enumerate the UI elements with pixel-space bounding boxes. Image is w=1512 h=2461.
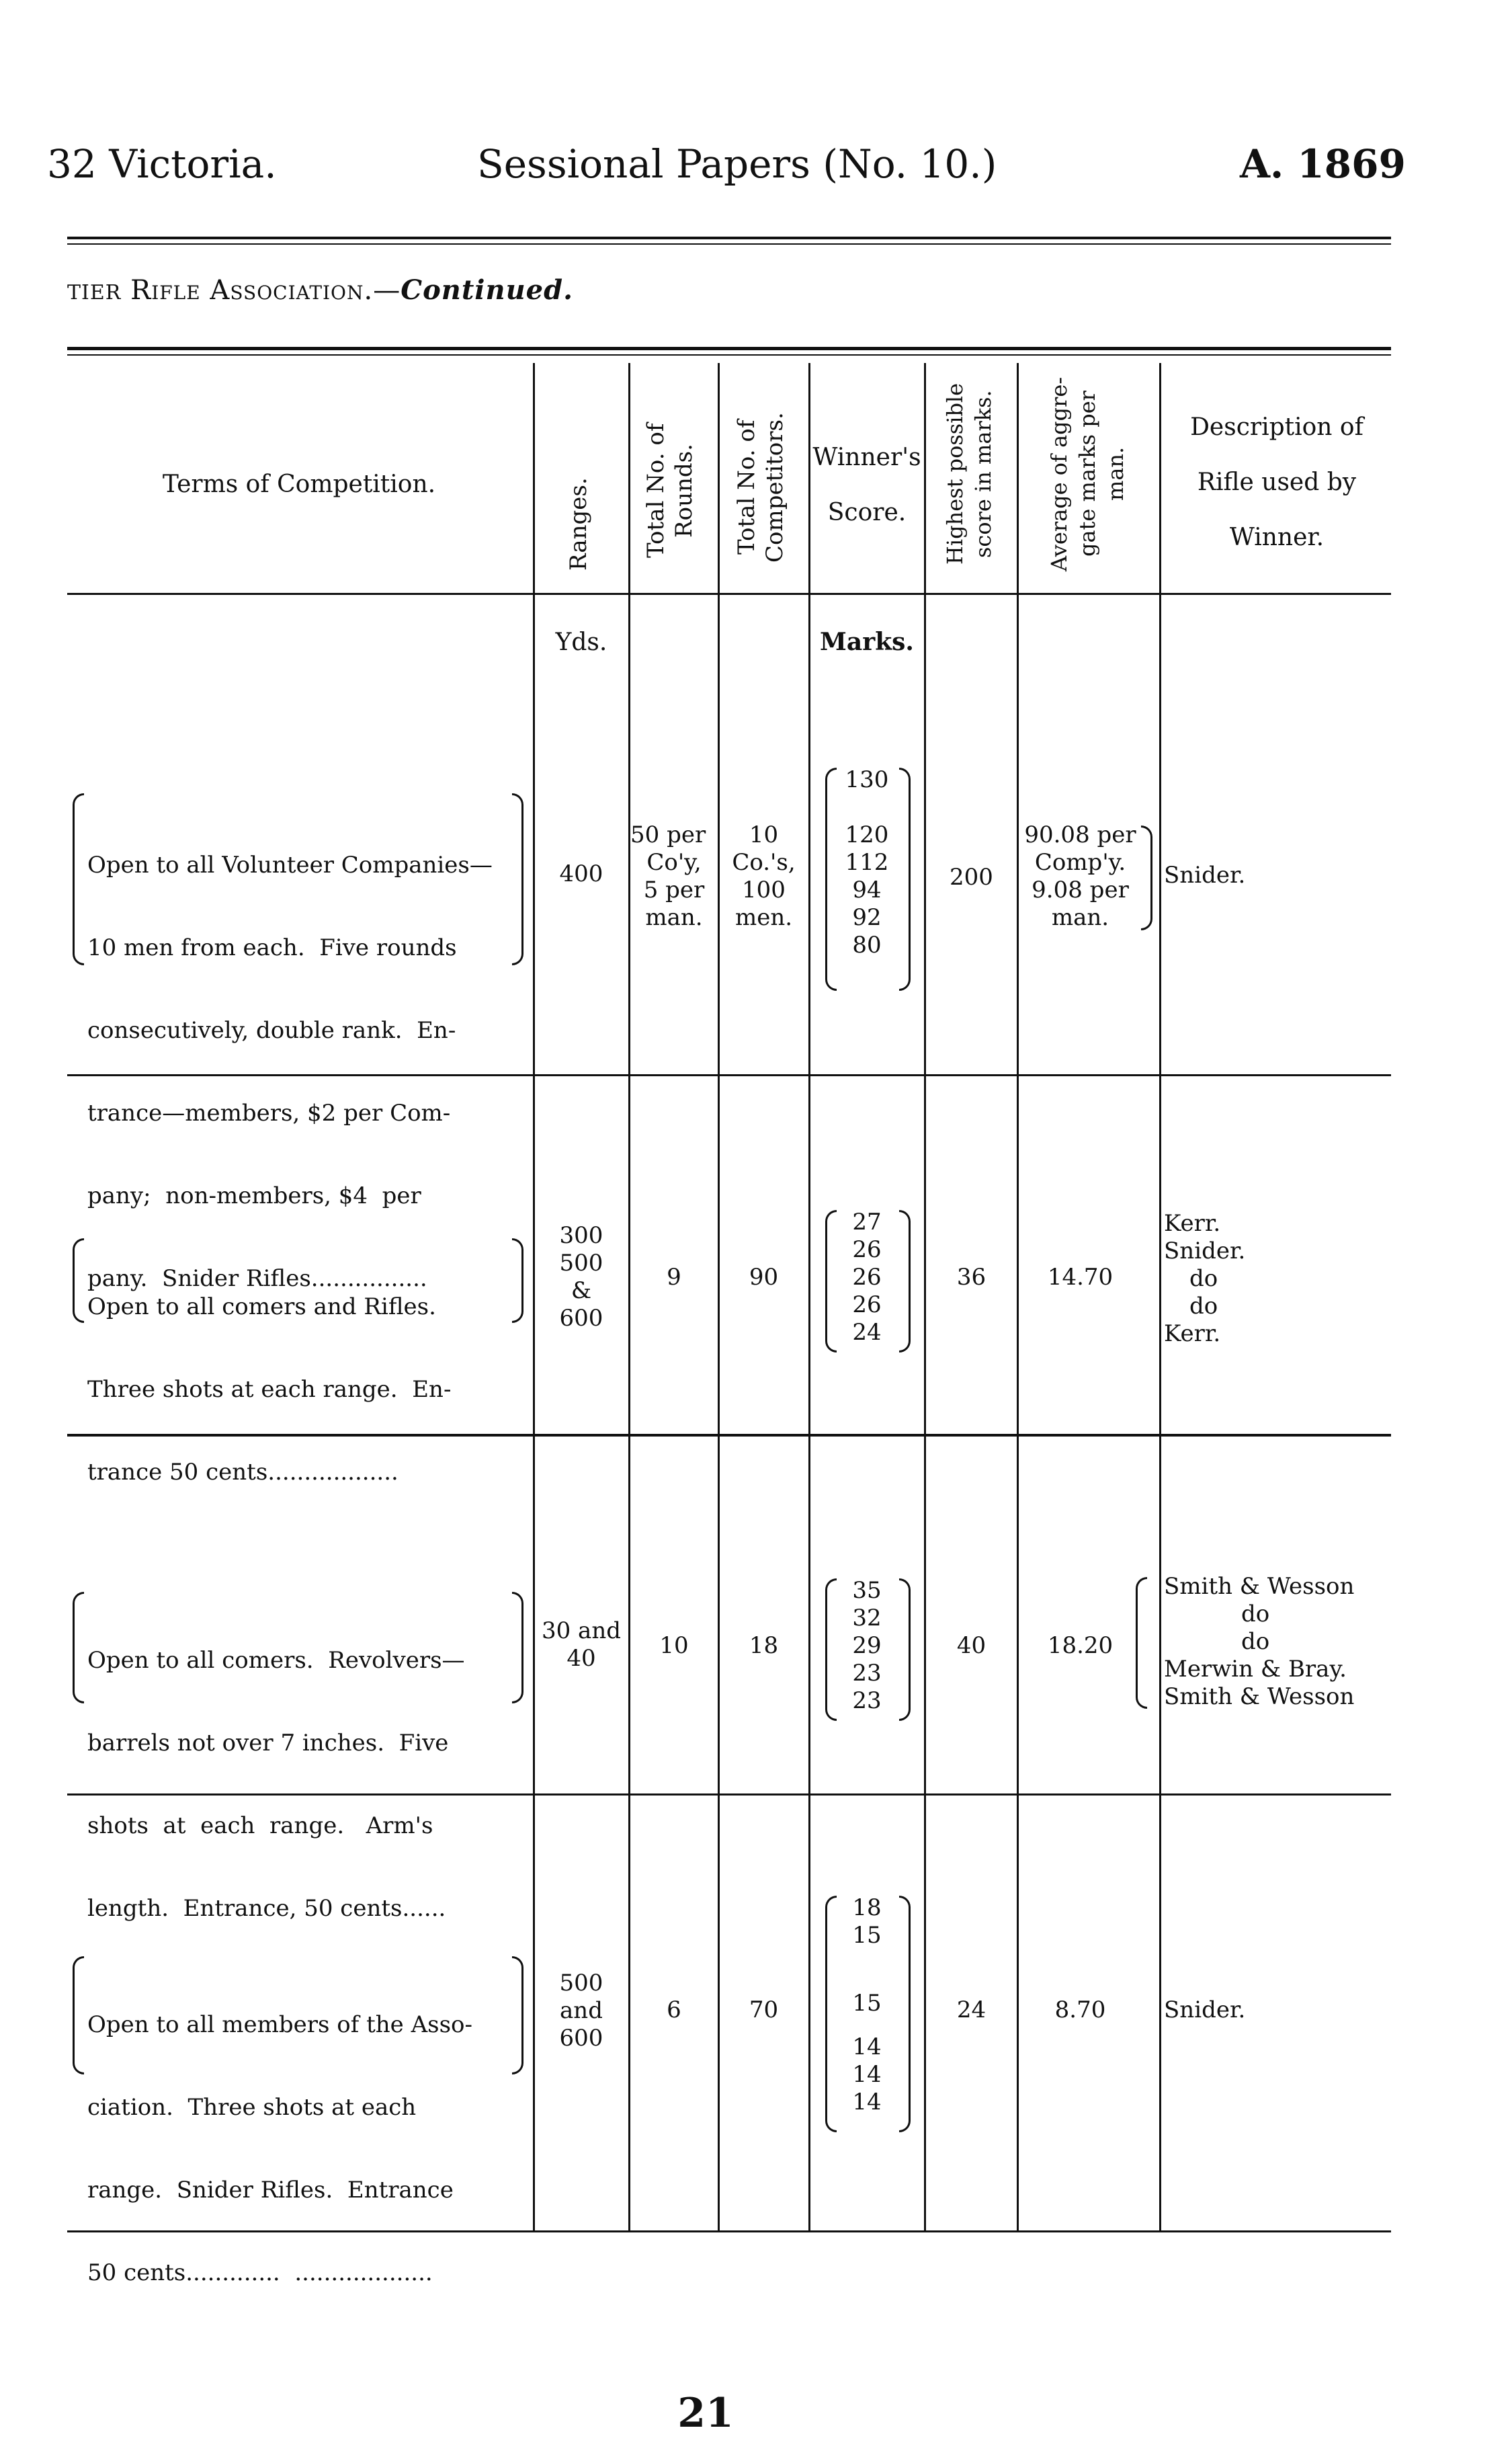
row1-scores [837, 766, 897, 959]
row3-average: 18.20 [1047, 1632, 1114, 1659]
row4-ranges-line: 500 [559, 1970, 603, 1996]
row4-terms-line: range. Snider Rifles. Entrance [87, 2177, 454, 2204]
col-line-3 [718, 363, 720, 2232]
col-header-average-3: man. [1103, 446, 1128, 501]
row3-terms-line: length. Entrance, 50 cents...... [87, 1895, 446, 1922]
row4-terms-line: ciation. Three shots at each [87, 2094, 417, 2121]
row4-terms-line: 50 cents............. ................... [87, 2259, 433, 2286]
row1-terms-line: pany. Snider Rifles................ [87, 1265, 427, 1292]
score-value: 130 [845, 766, 889, 793]
unit-ranges: Yds. [555, 629, 607, 656]
row3-terms-line: barrels not over 7 inches. Five [87, 1730, 449, 1757]
row2-rifle-line: Kerr. [1164, 1210, 1221, 1237]
row1-average-brace [1141, 825, 1152, 930]
col-header-highest-1: Highest possible [942, 382, 968, 565]
row2-ranges-line: 500 [559, 1250, 603, 1277]
row4-rifle: Snider. [1164, 1996, 1246, 2023]
row4-ranges-line: 600 [559, 2025, 603, 2052]
row3-ranges-line: 30 and [541, 1617, 621, 1644]
score-value: 15 [852, 1990, 882, 2017]
col-header-highest [941, 366, 1001, 581]
row1-average [1018, 821, 1142, 932]
row1-terms-line: pany; non-members, $4 per [87, 1182, 421, 1209]
row1-terms-line: trance—members, $2 per Com- [87, 1100, 451, 1127]
col-header-rifle-2: Rifle used by [1197, 469, 1357, 496]
row1-average-line: man. [1051, 904, 1109, 931]
row1-terms-line: Open to all Volunteer Companies— [87, 852, 493, 879]
col-header-rifle [1163, 400, 1391, 565]
row4-terms-brace-right [512, 1956, 523, 2074]
col-header-rounds [642, 403, 702, 578]
row3-rifle-line: do [1241, 1628, 1270, 1655]
row2-ranges-line: 300 [559, 1222, 603, 1249]
col-header-competitors-2: Competitors. [761, 412, 788, 563]
row3-terms [87, 1592, 504, 1950]
row2-ranges-line: 600 [559, 1305, 603, 1332]
row2-scores [837, 1209, 897, 1346]
row1-terms-brace-left [73, 793, 84, 965]
row4-ranges-line: and [560, 1997, 603, 2024]
row2-highest: 36 [956, 1264, 986, 1291]
row3-rifle-line: do [1241, 1601, 1270, 1627]
score-value: 92 [852, 904, 882, 931]
score-value: 80 [852, 932, 882, 959]
row2-rifle-line: do [1189, 1265, 1218, 1292]
row2-rifle-line: do [1189, 1293, 1218, 1320]
score-value: 23 [852, 1660, 882, 1687]
row3-terms-brace-left [73, 1592, 84, 1703]
row3-ranges-line: 40 [566, 1645, 596, 1672]
score-value [837, 2017, 897, 2033]
score-value: 94 [852, 877, 882, 903]
row2-terms-line: Open to all comers and Rifles. [87, 1293, 436, 1320]
score-value: 26 [852, 1264, 882, 1291]
score-value: 26 [852, 1291, 882, 1318]
header-right: A. 1869 [1240, 141, 1406, 187]
row1-competitors-line: men. [734, 904, 793, 931]
row4-average: 8.70 [1054, 1996, 1106, 2023]
row3-competitors: 18 [749, 1632, 779, 1659]
row2-rifle [1164, 1210, 1386, 1348]
score-value: 32 [852, 1605, 882, 1631]
score-value: 35 [852, 1577, 882, 1604]
row1-competitors-line: 100 [742, 877, 786, 903]
col-header-average-1: Average of aggre- [1046, 376, 1072, 571]
row3-terms-line: shots at each range. Arm's [87, 1812, 433, 1839]
col-header-winner [810, 430, 924, 540]
row1-average-line: 90.08 per [1024, 821, 1136, 848]
col-header-terms: Terms of Competition. [162, 471, 436, 498]
score-value: 26 [852, 1236, 882, 1263]
score-value: 18 [852, 1894, 882, 1921]
row1-terms-line: 10 men from each. Five rounds [87, 934, 457, 961]
score-value: 24 [852, 1319, 882, 1346]
row1-bottom-rule [67, 1074, 1391, 1076]
header-center: Sessional Papers (No. 10.) [477, 141, 997, 187]
score-value: 120 [845, 821, 889, 848]
row2-average: 14.70 [1047, 1264, 1114, 1291]
row1-average-line: 9.08 per [1032, 877, 1129, 903]
row3-rifle-line: Merwin & Bray. [1164, 1656, 1347, 1683]
col-header-rifle-3: Winner. [1229, 524, 1325, 551]
row2-ranges-line: & [571, 1277, 592, 1304]
subheading-continued: Continued. [401, 274, 574, 306]
row1-terms-line: consecutively, double rank. En- [87, 1017, 456, 1044]
header-left: 32 Victoria. [47, 141, 277, 187]
row3-rifle-line: Smith & Wesson [1164, 1573, 1355, 1600]
row3-terms-line: Open to all comers. Revolvers— [87, 1647, 465, 1674]
row3-ranges [534, 1617, 628, 1672]
row2-competitors: 90 [749, 1264, 779, 1291]
row1-competitors-line: Co.'s, [732, 849, 796, 876]
col-header-rounds-2: Rounds. [671, 444, 698, 538]
row1-ranges: 400 [559, 860, 603, 887]
col-header-winner-2: Score. [827, 499, 907, 526]
row4-score-brace-left [825, 1896, 837, 2132]
col-header-average [1045, 366, 1132, 581]
col-line-7 [1159, 363, 1161, 2232]
row3-average-brace [1136, 1577, 1147, 1709]
row3-terms-brace-right [512, 1592, 523, 1703]
score-value: 15 [852, 1922, 882, 1949]
table-top-rule [67, 347, 1391, 350]
score-value [837, 794, 897, 821]
subheading-title: Rifle Association.— [130, 275, 401, 306]
row2-rifle-line: Snider. [1164, 1238, 1246, 1264]
row3-rounds: 10 [659, 1632, 689, 1659]
table-bottom-rule [67, 2230, 1391, 2232]
row2-ranges [534, 1222, 628, 1332]
col-header-ranges: Ranges. [565, 477, 592, 571]
row1-competitors-line: 10 [749, 821, 779, 848]
row4-score-brace-right [899, 1896, 911, 2132]
score-value: 14 [852, 2033, 882, 2060]
row1-rounds-line: Co'y, [646, 849, 702, 876]
row3-rifle-line: Smith & Wesson [1164, 1683, 1355, 1710]
col-header-competitors [732, 397, 793, 578]
row4-rounds: 6 [667, 1996, 681, 2023]
row1-score-brace-right [899, 768, 911, 991]
row1-highest: 200 [950, 864, 993, 891]
row2-score-brace-right [899, 1210, 911, 1353]
table-subheading [67, 274, 573, 306]
row2-score-brace-left [825, 1210, 837, 1353]
row2-bottom-rule [67, 1434, 1391, 1437]
row4-highest: 24 [956, 1996, 986, 2023]
row3-rifle [1164, 1573, 1391, 1711]
row2-terms-line: Three shots at each range. En- [87, 1376, 452, 1403]
col-header-highest-2: score in marks. [970, 390, 996, 558]
row4-ranges [534, 1970, 628, 2052]
table-top-rule-thin [67, 354, 1391, 356]
col-line-5 [924, 363, 926, 2232]
score-value: 29 [852, 1632, 882, 1659]
row3-score-brace-right [899, 1578, 911, 1721]
row1-average-line: Comp'y. [1034, 849, 1126, 876]
score-value: 23 [852, 1687, 882, 1714]
col-header-competitors-1: Total No. of [733, 419, 760, 555]
row4-terms-line: Open to all members of the Asso- [87, 2011, 472, 2038]
row2-terms [87, 1238, 504, 1514]
score-value [837, 1949, 897, 1990]
header-bottom-rule [67, 593, 1391, 595]
header-rule-thick [67, 237, 1391, 239]
row1-terms-brace-right [512, 793, 523, 965]
row1-score-brace-left [825, 768, 837, 991]
score-value: 112 [845, 849, 889, 876]
row1-rounds-line: man. [645, 904, 703, 931]
col-header-rounds-1: Total No. of [642, 423, 669, 559]
col-header-winner-1: Winner's [812, 444, 921, 471]
row1-rounds-line: 5 per [643, 877, 705, 903]
row2-terms-brace-left [73, 1238, 84, 1323]
row2-rifle-line: Kerr. [1164, 1320, 1221, 1347]
unit-score: Marks. [820, 628, 914, 656]
row2-terms-brace-right [512, 1238, 523, 1323]
score-value: 14 [852, 2089, 882, 2115]
row1-competitors [719, 821, 808, 932]
row4-terms-brace-left [73, 1956, 84, 2074]
row1-rounds [630, 821, 718, 932]
col-header-average-2: gate marks per [1075, 391, 1100, 557]
row2-rounds: 9 [667, 1264, 681, 1291]
col-header-rifle-1: Description of [1190, 413, 1363, 441]
row4-scores [837, 1894, 897, 2116]
row1-rounds-line: 50 per [630, 821, 706, 848]
score-value: 14 [852, 2061, 882, 2088]
row3-score-brace-left [825, 1578, 837, 1721]
row3-highest: 40 [956, 1632, 986, 1659]
score-value: 27 [852, 1209, 882, 1236]
page-number: 21 [677, 2390, 734, 2437]
header-rule-thin [67, 243, 1391, 245]
row1-rifle: Snider. [1164, 862, 1246, 889]
row3-scores [837, 1577, 897, 1715]
col-line-2 [628, 363, 630, 2232]
row2-terms-line: trance 50 cents.................. [87, 1459, 398, 1486]
col-line-6 [1017, 363, 1019, 2232]
row3-bottom-rule [67, 1793, 1391, 1796]
row4-competitors: 70 [749, 1996, 779, 2023]
row4-terms [87, 1956, 504, 2314]
subheading-prefix: TIER [67, 281, 122, 305]
